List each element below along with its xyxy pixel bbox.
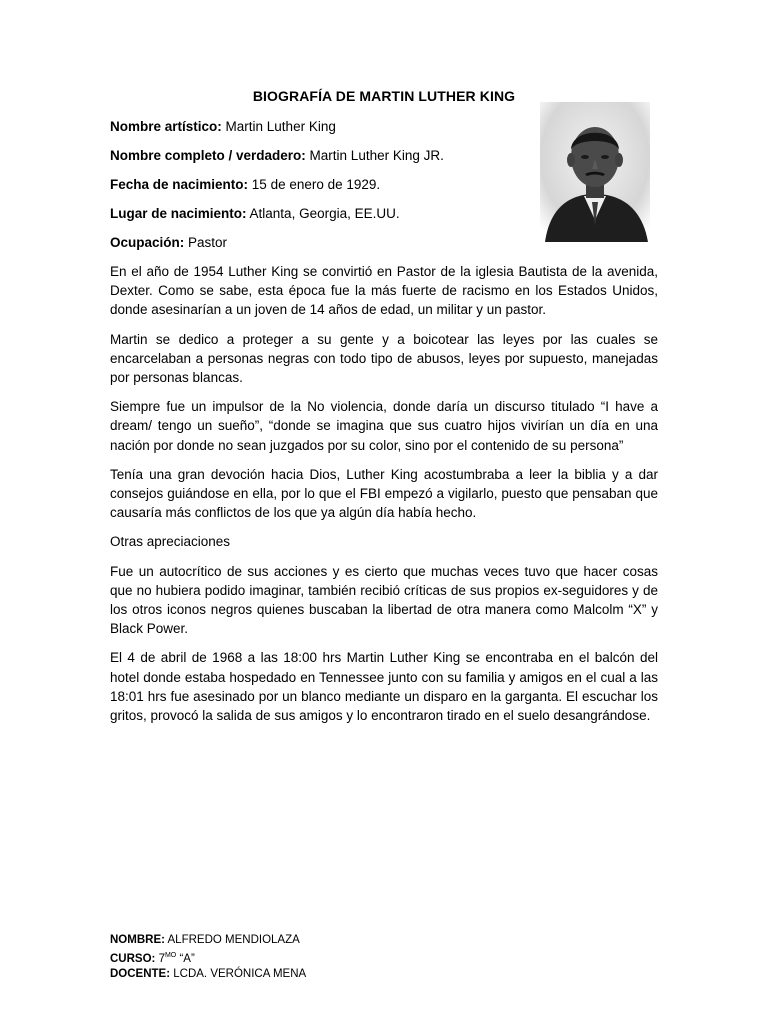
footer-course-section: “A” [176,953,195,965]
portrait-icon [540,102,650,242]
biography-details [110,118,530,263]
full-name-label: Nombre completo / verdadero: [110,148,306,163]
paragraph-5: Fue un autocrítico de sus acciones y es cierto que muchas veces tuvo que hacer cosas que no hubiera podido imaginar, también recibió críticas de sus propios ex-seguidores y de los otros iconos negros quienes buscaban la libertad de otra manera como Malcolm “X” y Black Power. [110,563,658,637]
footer-course-value: 7 [155,953,165,965]
footer-name-value: ALFREDO MENDIOLAZA [164,934,300,946]
full-name-row [110,147,530,176]
birth-place-label: Lugar de nacimiento: [110,206,247,221]
paragraph-3: Siempre fue un impulsor de la No violencia, donde daría un discurso titulado “I have a dream/ tengo un sueño”, “donde se imagina que sus cuatro hijos vivirían un día en una nación por donde no sean juzgados por su color, sino por el contenido de su persona” [110,399,658,453]
footer-teacher-label: DOCENTE: [110,968,171,980]
paragraph-4: Tenía una gran devoción hacia Dios, Luther King acostumbraba a leer la biblia y a dar consejos guiándose en ella, por lo que el FBI empezó a vigilarlo, puesto que pensaban que causaría más conflictos de los que ya algún día había hecho. [110,466,658,521]
paragraph-2: Martin se dedico a proteger a su gente y a boicotear las leyes por las cuales se encarcelaban a personas negras con todo tipo de abusos, leyes por supuesto, manejadas por personas blancas. [110,331,658,386]
footer-teacher-value: LCDA. VERÓNICA MENA [170,968,307,980]
occupation-value: Pastor [184,235,228,250]
birth-date-label: Fecha de nacimiento: [110,177,249,192]
footer-name-label: NOMBRE: [110,934,165,946]
birth-place-value: Atlanta, Georgia, EE.UU. [246,206,400,221]
section-heading-other: Otras apreciaciones [110,534,231,550]
full-name-value: Martin Luther King JR. [305,148,444,163]
artistic-name-label: Nombre artístico: [110,119,222,134]
occupation-row [110,234,530,263]
footer-info [110,933,306,982]
paragraph-1: En el año de 1954 Luther King se convirtió en Pastor de la iglesia Bautista de la avenida, Dexter. Como se sabe, esta época fue la más fuerte de racismo en los Estados Unidos, donde asesinarían a un joven de 14 años de edad, un militar y un pastor. [110,264,658,318]
footer-course-row [110,948,306,967]
footer-teacher-row [110,967,306,982]
paragraph-6: El 4 de abril de 1968 a las 18:00 hrs Martin Luther King se encontraba en el balcón del hotel donde estaba hospedado en Tennessee junto con su familia y amigos en el cual a las 18:01 hrs fue asesinado por un blanco mediante un disparo en la garganta. El escuchar los gritos, provocó la salida de sus amigos y lo encontraron tirado en el suelo desangrándose. [110,650,658,724]
birth-date-row [110,176,530,205]
biography-body [110,262,658,735]
birth-place-row [110,205,530,234]
artistic-name-value: Martin Luther King [221,119,336,134]
document-title: BIOGRAFÍA DE MARTIN LUTHER KING [252,88,516,104]
footer-course-label: CURSO: [110,953,156,965]
artistic-name-row [110,118,530,147]
birth-date-value: 15 de enero de 1929. [248,177,381,192]
occupation-label: Ocupación: [110,235,185,250]
footer-name-row [110,933,306,948]
footer-course-superscript: MO [164,952,177,959]
portrait-photo [540,102,650,242]
